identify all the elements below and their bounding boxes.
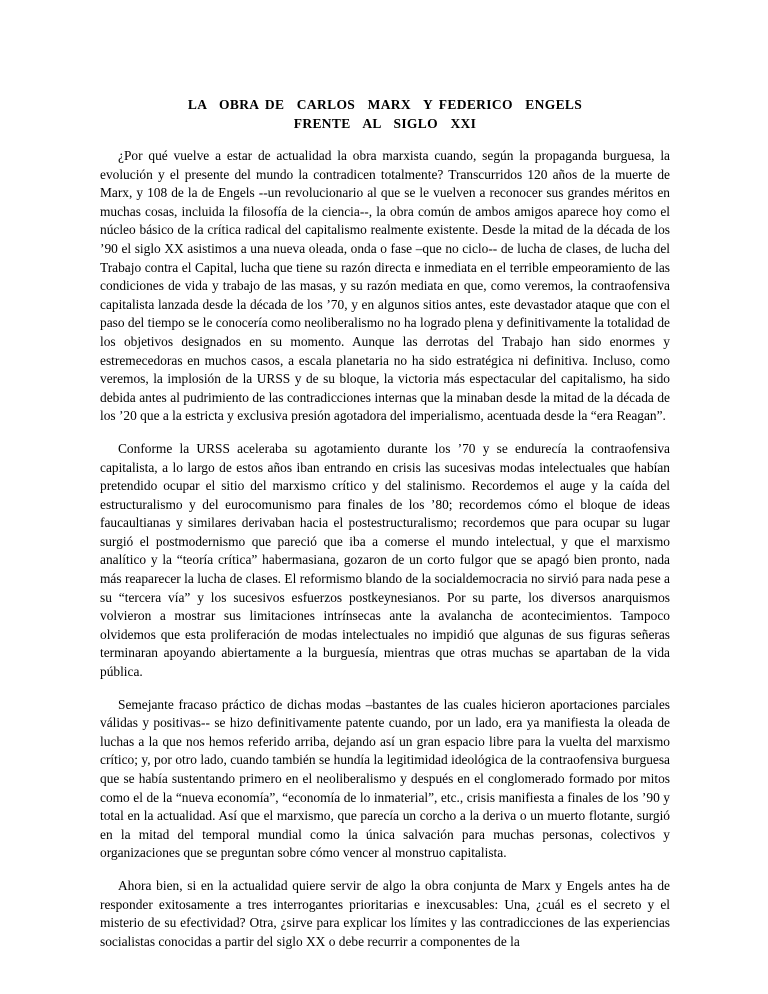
title-line-1: LA OBRA DE CARLOS MARX Y FEDERICO ENGELS bbox=[187, 97, 583, 112]
paragraph-4: Ahora bien, si en la actualidad quiere servir de algo la obra conjunta de Marx y Engels antes ha de responder exitosamente a tres interrogantes prioritarias e inexcusables: Una, ¿cuál es el secreto y el misterio de su efectividad? Otra, ¿sirve para explicar los límites y las contradicciones de las experiencias socialistas conocidas a partir del siglo XX o debe recurrir a componentes de la bbox=[100, 877, 670, 949]
paragraph-3: Semejante fracaso práctico de dichas modas –bastantes de las cuales hicieron aportaciones parciales válidas y positivas-- se hizo definitivamente patente cuando, por un lado, era ya manifiesta la oleada de luchas a la que nos hemos referido arriba, dejando así un gran espacio libre para la vuelta del marxismo crítico; y, por otro lado, cuando también se hundía la legitimidad ideológica de la contraofensiva burguesa que se había sustentando primero en el neoliberalismo y después en el conglomerado formado por mitos como el de la “nueva economía”, “economía de lo inmaterial”, etc., crisis manifiesta a finales de los ’90 y total en la actualidad. Así que el marxismo, que parecía un corcho a la deriva o un muerto flotante, surgió en la mitad del temporal mundial como la única salvación para muchas personas, colectivos y organizaciones que se preguntan sobre cómo vencer al monstruo capitalista. bbox=[100, 696, 670, 861]
paragraph-2: Conforme la URSS aceleraba su agotamiento durante los ’70 y se endurecía la contraofensiva capitalista, a lo largo de estos años iban entrando en crisis las sucesivas modas intelectuales que habían pretendido ocupar el sitio del marxismo crítico y del stalinismo. Recordemos el auge y la caída del estructuralismo y del eurocomunismo para finales de los ’80; recordemos cómo el bloque de ideas faucaultianas y similares derivaban hacia el postestructuralismo; recordemos que para ocupar su lugar surgió el postmodernismo que pareció que iba a comerse el mundo intelectual, y que el marxismo analítico y la “teoría crítica” habermasiana, gozaron de un corto fulgor que se apagó bien pronto, nada más reaparecer la lucha de clases. El reformismo blando de la socialdemocracia no sirvió para nada pese a su “tercera vía” y los sucesivos esfuerzos postkeynesianos. Por su parte, los diversos anarquismos volvieron a mostrar sus limitaciones intrínsecas ante la avalancha de acontecimientos. Tampoco olvidemos que esta proliferación de modas intelectuales no impidió que algunas de sus figuras señeras terminaran apoyando abiertamente a la burguesía, mientras que otras muchas se apartaban de la vida pública. bbox=[100, 440, 670, 680]
paragraph-1: ¿Por qué vuelve a estar de actualidad la obra marxista cuando, según la propaganda burguesa, la evolución y el presente del mundo la contradicen totalmente? Transcurridos 120 años de la muerte de Marx, y 108 de la de Engels --un revolucionario al que se le vuelven a reconocer sus grandes méritos en muchas cosas, incluida la filosofía de la ciencia--, la obra común de ambos amigos aparece hoy como el núcleo básico de la crítica radical del capitalismo realmente existente. Desde la mitad de la década de los ’90 el siglo XX asistimos a una nueva oleada, onda o fase –que no ciclo-- de lucha de clases, de lucha del Trabajo contra el Capital, lucha que tiene su razón directa e inmediata en el terrible empeoramiento de las condiciones de vida y trabajo de las masas, y su razón mediata en que, como veremos, la contraofensiva capitalista lanzada desde la década de los ’70, y en algunos sitios antes, este devastador ataque que con el paso del tiempo se le conocería como neoliberalismo no ha logrado plena y definitivamente la totalidad de los objetivos designados en su momento. Aunque las derrotas del Trabajo han sido enormes y estremecedoras en muchos casos, a escala planetaria no ha sido estratégica ni definitiva. Incluso, como veremos, la implosión de la URSS y de su bloque, la victoria más espectacular del capitalismo, ha sido debida antes al pudrimiento de las contradicciones internas que la minaban desde la mitad de la década de los ’20 que a la estricta y exclusiva presión agotadora del imperialismo, acentuada desde la “era Reagan”. bbox=[100, 148, 670, 424]
page-title bbox=[100, 96, 670, 133]
title-line-2: FRENTE AL SIGLO XXI bbox=[293, 115, 477, 131]
